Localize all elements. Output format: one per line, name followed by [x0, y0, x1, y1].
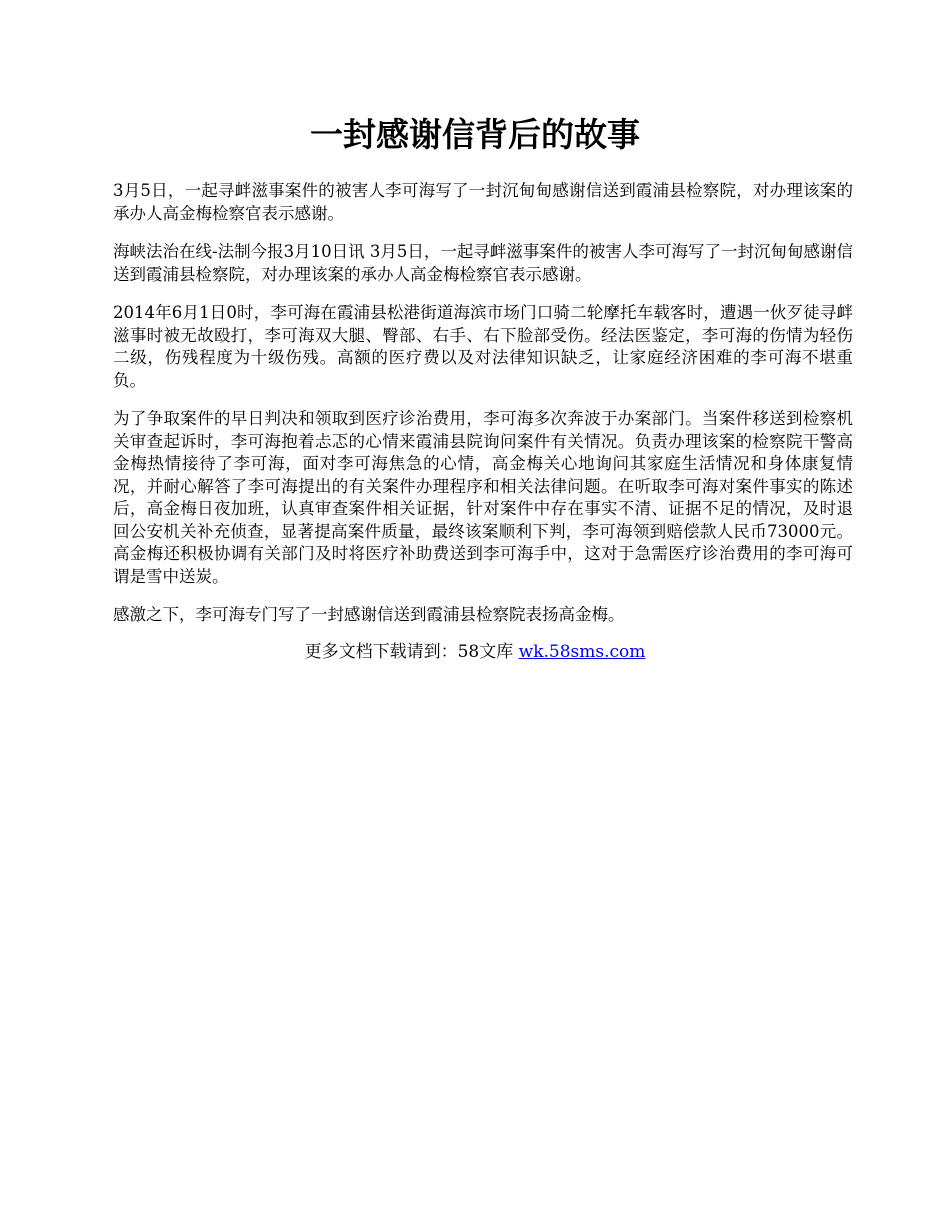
paragraph-1: 3月5日，一起寻衅滋事案件的被害人李可海写了一封沉甸甸感谢信送到霞浦县检察院，对办理该案的承办人高金梅检察官表示感谢。: [113, 181, 853, 223]
paragraph-3: 2014年6月1日0时，李可海在霞浦县松港街道海滨市场门口骑二轮摩托车载客时，遭遇一伙歹徒寻衅滋事时被无故殴打，李可海双大腿、臀部、右手、右下脸部受伤。经法医鉴定，李可海的伤情为轻伤二级，伤残程度为十级伤残。高额的医疗费以及对法律知识缺乏，让家庭经济困难的李可海不堪重负。: [113, 303, 853, 390]
footer-text: 更多文档下载请到：58文库: [304, 642, 519, 662]
paragraph-4: 为了争取案件的早日判决和领取到医疗诊治费用，李可海多次奔波于办案部门。当案件移送到检察机关审查起诉时，李可海抱着忐忑的心情来霞浦县院询问案件有关情况。负责办理该案的检察院干警高金梅热情接待了李可海，面对李可海焦急的心情，高金梅关心地询问其家庭生活情况和身体康复情况，并耐心解答了李可海提出的有关案件办理程序和相关法律问题。在听取李可海对案件事实的陈述后，高金梅日夜加班，认真审查案件相关证据，针对案件中存在事实不清、证据不足的情况，及时退回公安机关补充侦查，显著提高案件质量，最终该案顺利下判，李可海领到赔偿款人民币73000元。高金梅还积极协调有关部门及时将医疗补助费送到李可海手中，这对于急需医疗诊治费用的李可海可谓是雪中送炭。: [113, 409, 853, 586]
paragraph-2: 海峡法治在线-法制今报3月10日讯 3月5日，一起寻衅滋事案件的被害人李可海写了一封沉甸甸感谢信送到霞浦县检察院，对办理该案的承办人高金梅检察官表示感谢。: [113, 242, 853, 284]
download-link[interactable]: wk.58sms.com: [518, 642, 646, 662]
paragraph-5: 感激之下，李可海专门写了一封感谢信送到霞浦县检察院表扬高金梅。: [113, 605, 625, 624]
document-body: [113, 180, 853, 643]
document-title: 一封感谢信背后的故事: [310, 115, 640, 154]
download-footer: [0, 641, 950, 663]
